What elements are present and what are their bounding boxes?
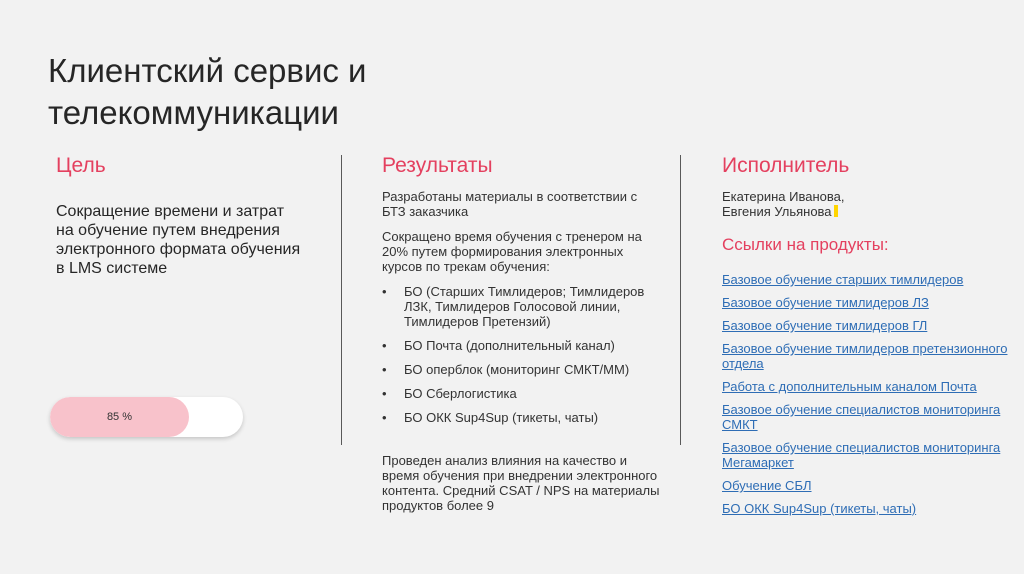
bullet-icon: • xyxy=(382,284,387,299)
product-link[interactable]: Работа с дополнительным каналом Почта xyxy=(722,379,977,394)
bullet-icon: • xyxy=(382,362,387,377)
results-paragraph-1: Разработаны материалы в соответствии с БТЗ заказчика xyxy=(382,189,638,219)
goal-text: Сокращение времени и затрат на обучение путем внедрения электронного формата обучения в LMS системе xyxy=(56,203,301,277)
list-item xyxy=(382,386,662,401)
product-link[interactable]: Базовое обучение старших тимлидеров xyxy=(722,272,964,287)
list-item xyxy=(382,362,662,377)
executor-names xyxy=(722,189,1012,219)
column-divider-left xyxy=(341,155,342,445)
results-heading: Результаты xyxy=(382,154,493,177)
links-heading: Ссылки на продукты: xyxy=(722,235,889,254)
list-item xyxy=(382,338,662,353)
executor-name-2: Евгения Ульянова xyxy=(722,204,832,219)
results-paragraph-3: Проведен анализ влияния на качество и время обучения при внедрении электронного контента. Средний CSAT / NPS на материалы продуктов более 9 xyxy=(382,453,660,513)
bullet-icon: • xyxy=(382,338,387,353)
track-label: БО оперблок (мониторинг СМКТ/ММ) xyxy=(404,362,630,377)
product-link[interactable]: Базовое обучение тимлидеров претензионного отдела xyxy=(722,341,1008,371)
list-item xyxy=(382,284,662,329)
goal-heading: Цель xyxy=(56,154,106,177)
slide-title xyxy=(48,50,568,134)
progress-bar xyxy=(50,397,243,437)
text-cursor-highlight xyxy=(834,205,838,217)
title-line-1: Клиентский сервис и xyxy=(48,52,367,89)
track-label: БО (Старших Тимлидеров; Тимлидеров ЛЗК, Тимлидеров Голосовой линии, Тимлидеров Претензий) xyxy=(404,284,645,329)
column-divider-right xyxy=(680,155,681,445)
list-item xyxy=(382,410,662,425)
track-label: БО ОКК Sup4Sup (тикеты, чаты) xyxy=(404,410,599,425)
executor-heading: Исполнитель xyxy=(722,154,850,177)
bullet-icon: • xyxy=(382,410,387,425)
tracks-list xyxy=(382,284,662,425)
product-link[interactable]: Обучение СБЛ xyxy=(722,478,812,493)
executor-name-1: Екатерина Иванова, xyxy=(722,189,845,204)
progress-label: 85 % xyxy=(106,411,133,423)
track-label: БО Почта (дополнительный канал) xyxy=(404,338,615,353)
product-link[interactable]: Базовое обучение тимлидеров ГЛ xyxy=(722,318,928,333)
product-link[interactable]: БО ОКК Sup4Sup (тикеты, чаты) xyxy=(722,501,917,516)
results-paragraph-2: Сокращено время обучения с тренером на 20% путем формирования электронных курсов по трекам обучения: xyxy=(382,229,642,274)
product-links xyxy=(722,272,1012,516)
product-link[interactable]: Базовое обучение специалистов мониторинга СМКТ xyxy=(722,402,1001,432)
executor-column xyxy=(722,152,1012,524)
product-link[interactable]: Базовое обучение специалистов мониторинга Мегамаркет xyxy=(722,440,1001,470)
results-column xyxy=(382,152,662,523)
track-label: БО Сберлогистика xyxy=(404,386,517,401)
bullet-icon: • xyxy=(382,386,387,401)
product-link[interactable]: Базовое обучение тимлидеров ЛЗ xyxy=(722,295,929,310)
title-line-2: телекоммуникации xyxy=(48,94,339,131)
goal-column xyxy=(56,152,306,278)
progress-fill xyxy=(50,397,189,437)
